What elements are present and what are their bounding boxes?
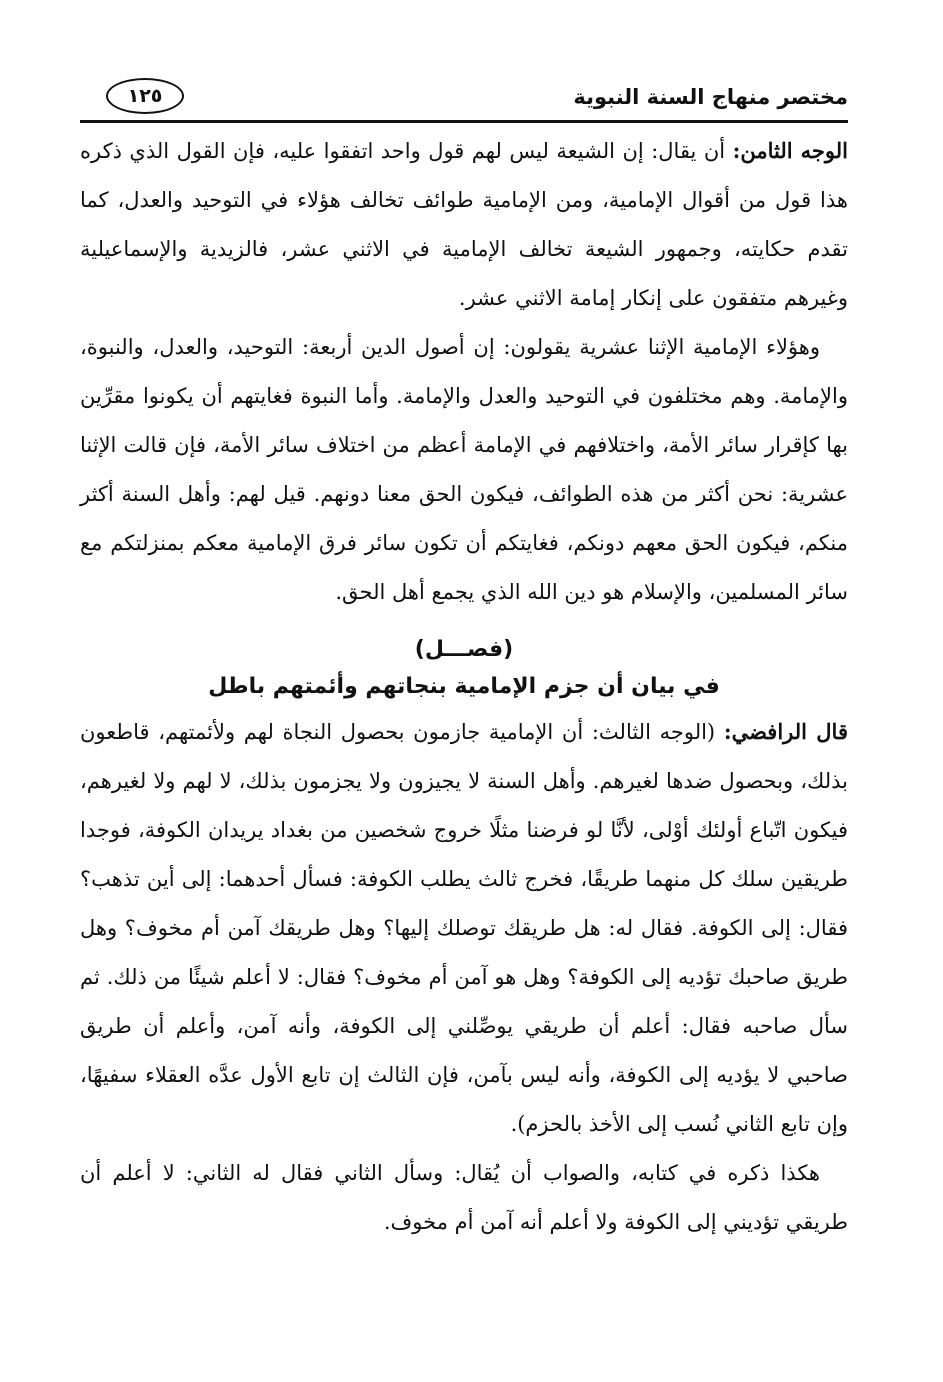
paragraph-lead-label: قال الرافضي: [723,719,848,744]
section-subtitle: في بيان أن جزم الإمامية بنجاتهم وأئمتهم باطل [208,674,720,699]
paragraph-rafidi-claim [80,707,848,1149]
book-title: مختصر منهاج السنة النبوية [573,85,848,109]
paragraph-lead-label: الوجه الثامن: [732,138,848,163]
paragraph-eighth-aspect [80,126,848,323]
page-number-frame [106,78,184,114]
section-heading: (فصـــل) [414,637,514,662]
section-heading-block [80,633,848,707]
header-rule [80,120,848,123]
paragraph-text: (الوجه الثالث: أن الإمامية جازمون بحصول النجاة لهم ولأئمتهم، قاطعون بذلك، وبحصول ضدها لغيرهم. وأهل السنة لا يجيزون ولا يجزمون بذلك، لا لهم ولا لغيرهم، فيكون اتّباع أولئك أوْلى، لأنَّا لو فرضنا مثلًا خروج شخصين من بغداد يريدان الكوفة، فوجدا طريقين سلك كل منهما طريقًا، فخرج ثالث يطلب الكوفة: فسأل أحدهما: إلى أين تذهب؟ فقال: إلى الكوفة. فقال له: هل طريقك توصلك إليها؟ وهل طريقك آمن أم مخوف؟ وهل طريق صاحبك تؤديه إلى الكوفة؟ وهل هو آمن أم مخوف؟ فقال: لا أعلم شيئًا من ذلك. ثم سأل صاحبه فقال: أعلم أن طريقي يوصِّلني إلى الكوفة، وأنه آمن، وأعلم أن طريق صاحبي لا يؤديه إلى الكوفة، وأنه ليس بآمن، فإن الثالث إن تابع الأول عدَّه العقلاء سفيهًا، وإن تابع الثاني نُسب إلى الأخذ بالحزم). [80,720,848,1136]
paragraph-correction: هكذا ذكره في كتابه، والصواب أن يُقال: وسأل الثاني فقال له الثاني: لا أعلم أن طريقي تؤديني إلى الكوفة ولا أعلم أنه آمن أم مخوف. [80,1161,848,1234]
running-header [80,72,848,124]
paragraph-twelver-principles: وهؤلاء الإمامية الإثنا عشرية يقولون: إن أصول الدين أربعة: التوحيد، والعدل، والنبوة، والإمامة. وهم مختلفون في التوحيد والعدل والإمامة. وأما النبوة فغايتهم أن يكونوا مقرِّين بها كإقرار سائر الأمة، واختلافهم في الإمامة أعظم من اختلاف سائر الأمة، فإن قالت الإثنا عشرية: نحن أكثر من هذه الطوائف، فيكون الحق معنا دونهم. قيل لهم: وأهل السنة أكثر منكم، فيكون الحق معهم دونكم، فغايتكم أن تكون سائر فرق الإمامية معكم بمنزلتكم مع سائر المسلمين، والإسلام هو دين الله الذي يجمع أهل الحق. [80,335,848,604]
paragraph-text: أن يقال: إن الشيعة ليس لهم قول واحد اتفقوا عليه، فإن القول الذي ذكره هذا قول من أقوال الإمامية، ومن الإمامية طوائف تخالف هؤلاء في التوحيد والعدل، كما تقدم حكايته، وجمهور الشيعة تخالف الإمامية في الاثني عشر، فالزيدية والإسماعيلية وغيرهم متفقون على إنكار إمامة الاثني عشر. [80,139,848,310]
page-body [80,126,848,1247]
page-number: ١٢٥ [127,85,163,107]
